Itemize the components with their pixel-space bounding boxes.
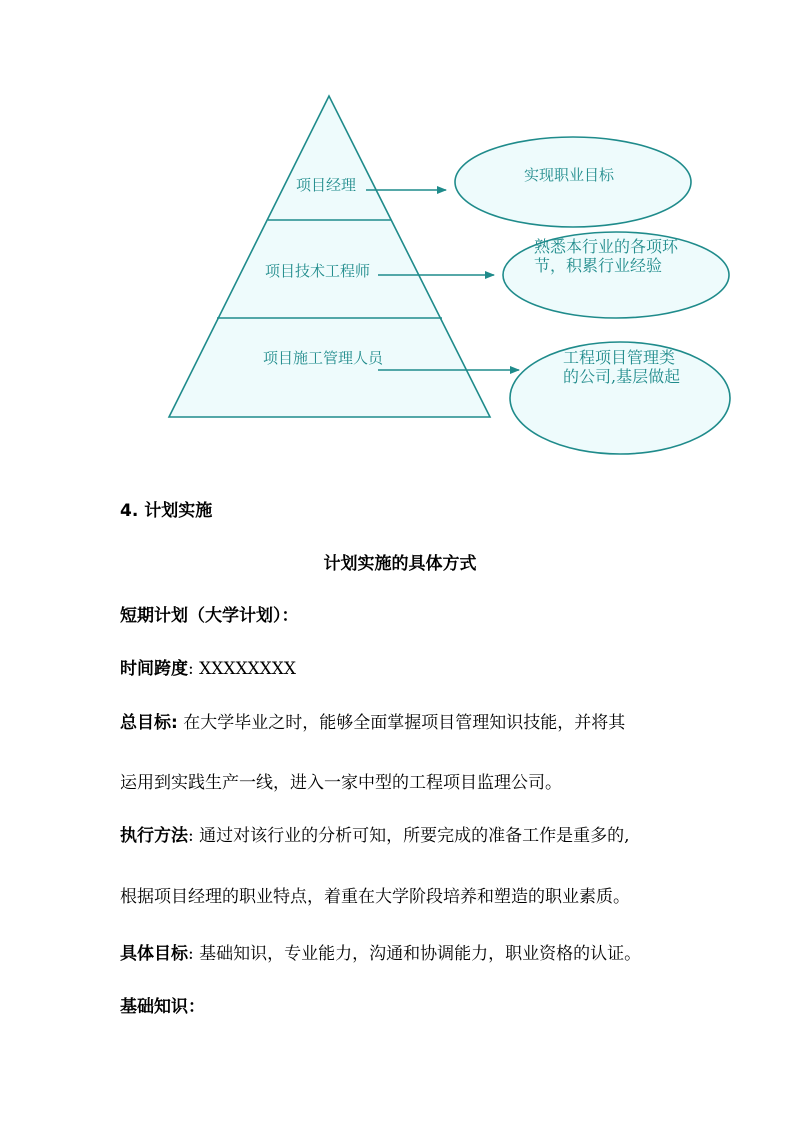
method-line-2: 根据项目经理的职业特点，着重在大学阶段培养和塑造的职业素质。 bbox=[120, 887, 630, 907]
goal-label: 总目标: bbox=[120, 713, 178, 733]
specific-goal-line bbox=[120, 942, 800, 966]
goal-text: 工程项目管理类 bbox=[563, 348, 676, 367]
method-label: 执行方法 bbox=[120, 826, 188, 846]
time-span-line bbox=[120, 657, 800, 681]
section-subtitle: 计划实施的具体方式 bbox=[323, 554, 477, 574]
specific-label: 具体目标 bbox=[120, 944, 188, 964]
goal-line-2: 运用到实践生产一线，进入一家中型的工程项目监理公司。 bbox=[120, 773, 562, 793]
goal-text: 熟悉本行业的各项环 bbox=[534, 237, 679, 256]
career-pyramid-diagram bbox=[0, 0, 800, 470]
goal-text: 节，积累行业经验 bbox=[534, 256, 663, 275]
section-heading: 4. 计划实施 bbox=[120, 501, 213, 521]
pyramid-level-label: 项目施工管理人员 bbox=[263, 349, 384, 367]
specific-text: : 基础知识，专业能力，沟通和协调能力，职业资格的认证。 bbox=[188, 944, 642, 964]
time-span-label: 时间跨度 bbox=[120, 659, 188, 679]
goal-text-1: 在大学毕业之时，能够全面掌握项目管理知识技能，并将其 bbox=[177, 713, 626, 733]
time-span-value: : XXXXXXXX bbox=[188, 659, 296, 679]
short-term-title: 短期计划（大学计划）： bbox=[120, 606, 299, 626]
goal-text: 实现职业目标 bbox=[524, 166, 615, 184]
goal-line-1 bbox=[120, 711, 800, 735]
method-line-1 bbox=[120, 824, 800, 848]
pyramid-shape bbox=[169, 96, 490, 417]
pyramid-level-label: 项目经理 bbox=[296, 176, 357, 194]
method-text-1: : 通过对该行业的分析可知，所要完成的准备工作是重多的, bbox=[188, 826, 630, 846]
pyramid-level-label: 项目技术工程师 bbox=[265, 262, 371, 280]
goal-text: 的公司,基层做起 bbox=[563, 367, 681, 386]
basic-knowledge-title: 基础知识： bbox=[120, 997, 205, 1017]
